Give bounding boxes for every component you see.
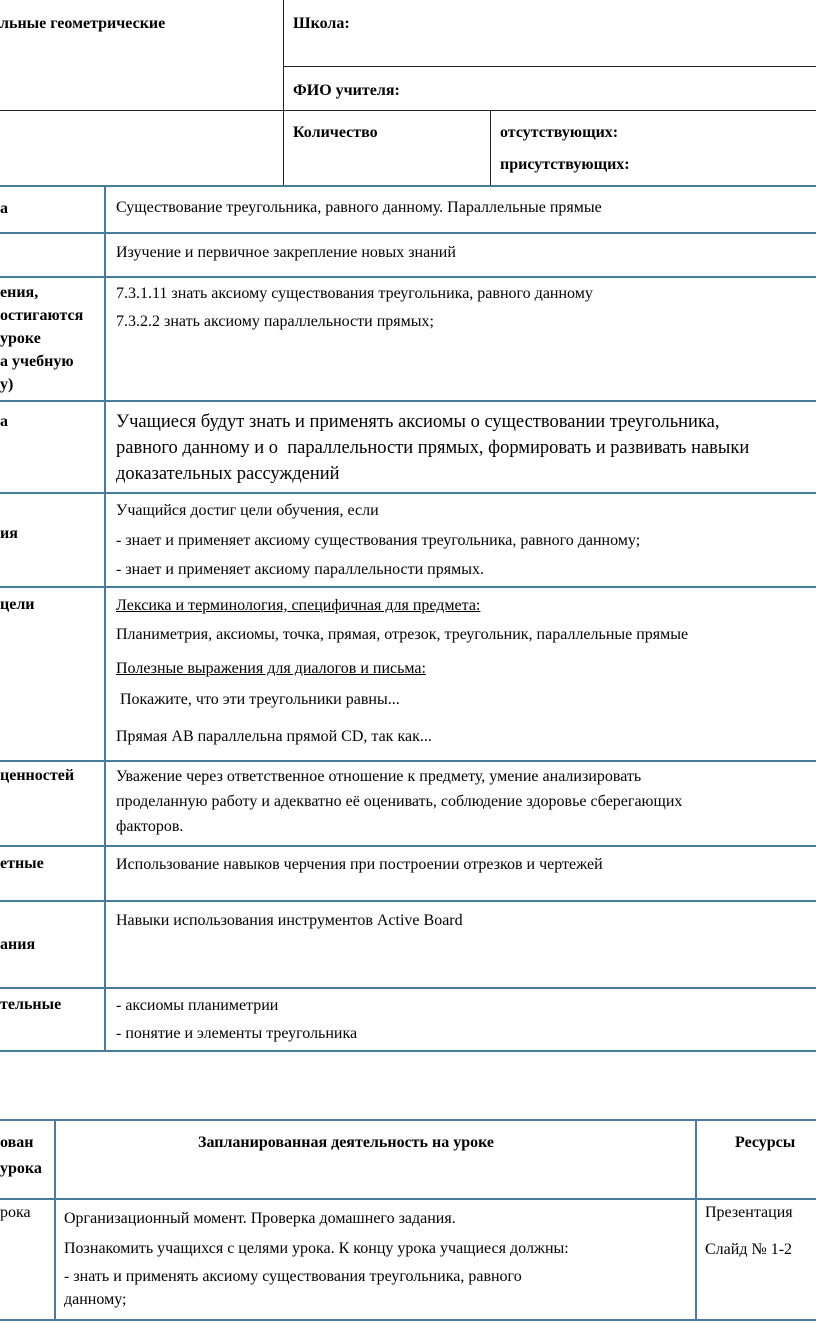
row-9-label: ания [0, 936, 36, 953]
topic-label: льные геометрические [0, 15, 166, 32]
row-10-content-2: - понятие и элементы треугольника [116, 1025, 358, 1042]
row-7-content-3: факторов. [116, 818, 184, 835]
row-7-content-2: проделанную работу и адекватно её оценивать, соблюдение здоровье сберегающих [116, 793, 683, 810]
row-10-content-1: - аксиомы планиметрии [116, 997, 279, 1014]
row-6-phrase-1: Покажите, что эти треугольники равны... [116, 691, 400, 708]
header-vline-2 [490, 110, 491, 186]
row-8-content: Использование навыков черчения при построении отрезков и чертежей [116, 856, 603, 873]
t2-row1-col1: рока [0, 1204, 31, 1221]
t2-col1-header-2: урока [0, 1160, 42, 1177]
row-line-2 [0, 276, 816, 278]
t2-bottom-line [0, 1319, 816, 1321]
t2-col3-header: Ресурсы [735, 1134, 796, 1151]
row-3-label-1: ения, [0, 284, 39, 301]
row-3-label-2: остигаются [0, 307, 84, 324]
row-3-label-3: уроке [0, 330, 41, 347]
row-5-label: ия [0, 525, 18, 542]
row-10-label: тельные [0, 996, 62, 1013]
present-label: присутствующих: [500, 156, 630, 173]
header-line-1 [283, 66, 816, 67]
row-line-4 [0, 492, 816, 494]
row-4-content-3: доказательных рассуждений [116, 464, 340, 484]
row-line-6 [0, 760, 816, 762]
row-line-0 [0, 185, 816, 187]
row-1-content: Существование треугольника, равного данному. Параллельные прямые [116, 199, 602, 216]
row-3-content-1: 7.3.1.11 знать аксиому существования треугольника, равного данному [116, 285, 593, 302]
row-line-3 [0, 400, 816, 402]
row-line-10 [0, 1050, 816, 1052]
header-vline-1 [283, 0, 284, 186]
t2-row1-line-2: Познакомить учащихся с целями урока. К концу урока учащиеся должны: [64, 1240, 569, 1257]
row-5-content-3: - знает и применяет аксиому параллельности прямых. [116, 561, 484, 578]
row-6-terms: Планиметрия, аксиомы, точка, прямая, отрезок, треугольник, параллельные прямые [116, 626, 689, 643]
header-line-2 [0, 110, 816, 111]
row-6-subheading-2: Полезные выражения для диалогов и письма: [116, 660, 426, 677]
row-7-label: ценностей [0, 767, 75, 784]
t2-top-line [0, 1119, 816, 1121]
row-line-8 [0, 900, 816, 902]
row-4-content-1: Учащиеся будут знать и применять аксиомы о существовании треугольника, [116, 412, 720, 432]
main-col-divider [104, 185, 106, 1052]
row-4-label: а [0, 413, 8, 430]
t2-row1-line-4: данному; [64, 1291, 127, 1308]
row-9-content: Навыки использования инструментов Active Board [116, 912, 463, 929]
t2-row1-line-3: - знать и применять аксиому существования треугольника, равного [64, 1268, 522, 1285]
row-line-7 [0, 845, 816, 847]
row-line-9 [0, 987, 816, 989]
teacher-label: ФИО учителя: [293, 82, 400, 99]
row-line-1 [0, 232, 816, 234]
t2-resource-2: Слайд № 1-2 [705, 1241, 793, 1258]
row-5-content-1: Учащийся достиг цели обучения, если [116, 502, 379, 519]
row-3-content-2: 7.3.2.2 знать аксиому параллельности прямых; [116, 313, 434, 330]
row-6-phrase-2: Прямая АВ параллельна прямой CD, так как... [116, 728, 432, 745]
row-6-label: цели [0, 596, 35, 613]
row-5-content-2: - знает и применяет аксиому существования треугольника, равного данному; [116, 532, 641, 549]
t2-col1-header-1: ован [0, 1134, 34, 1151]
t2-header-line [0, 1198, 816, 1200]
t2-vline-1 [54, 1119, 56, 1321]
t2-vline-2 [695, 1119, 697, 1321]
row-6-subheading-1: Лексика и терминология, специфичная для предмета: [116, 597, 481, 614]
count-label: Количество [293, 124, 378, 141]
t2-col2-header: Запланированная деятельность на уроке [198, 1134, 495, 1151]
row-1-label: а [0, 200, 8, 217]
t2-resource-1: Презентация [705, 1204, 793, 1221]
row-4-content-2: равного данному и о параллельности прямых, формировать и развивать навыки [116, 438, 750, 458]
row-line-5 [0, 586, 816, 588]
row-7-content-1: Уважение через ответственное отношение к предмету, умение анализировать [116, 768, 642, 785]
absent-label: отсутствующих: [500, 124, 619, 141]
row-8-label: етные [0, 855, 44, 872]
t2-row1-line-1: Организационный момент. Проверка домашнего задания. [64, 1210, 456, 1227]
school-label: Школа: [293, 15, 350, 32]
row-3-label-5: у) [0, 376, 14, 393]
row-3-label-4: а учебную [0, 353, 74, 370]
row-2-content: Изучение и первичное закрепление новых знаний [116, 244, 456, 261]
